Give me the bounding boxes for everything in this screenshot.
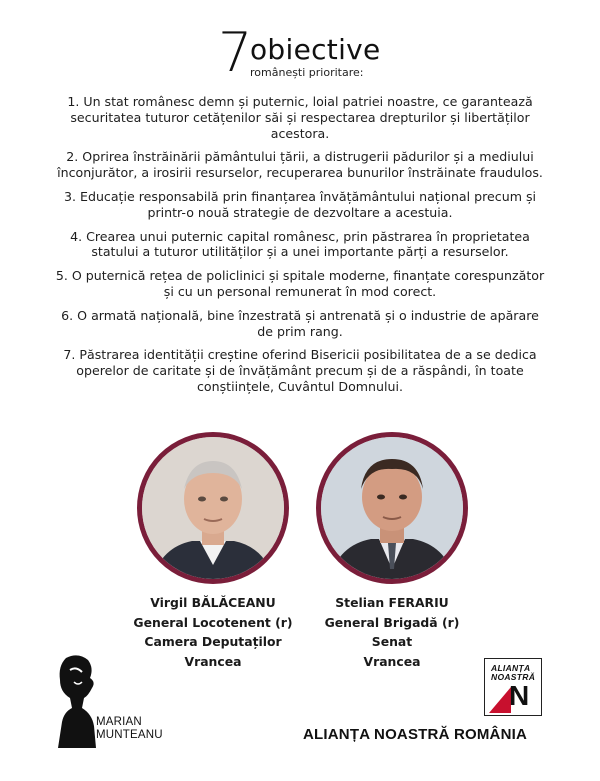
party-logo [484, 658, 542, 716]
objectives-list [52, 94, 548, 403]
candidate-county: Vrancea [363, 653, 421, 669]
objective-item: 6. O armată națională, bine înzestrată și antrenată și o industrie de apărare de prim rang. [61, 307, 539, 339]
party-name: ALIANȚA NOASTRĂ ROMÂNIA [303, 726, 528, 743]
person-first-name: MARIAN [96, 716, 142, 728]
party-logo-line2: NOASTRĂ [491, 672, 536, 682]
title-subtitle: românești prioritare: [250, 66, 364, 79]
candidate-info-2 [307, 593, 477, 671]
candidate-name: Stelian FERARIU [335, 595, 449, 610]
candidate-photo-1 [137, 432, 289, 584]
party-logo-line1: ALIANȚA [491, 663, 531, 673]
objective-item: 3. Educație responsabilă prin finanțarea învățământului național precum și printr-o nouă strategie de dezvoltare a acestuia. [63, 188, 537, 220]
candidate-chamber: Senat [371, 634, 413, 649]
objective-item: 5. O puternică rețea de policlinici și spitale moderne, finanțate corespunzător și cu un personal remunerat în mod corect. [55, 268, 545, 299]
portrait-placeholder-icon [142, 437, 284, 579]
candidate-rank: General Locotenent (r) [133, 614, 293, 630]
title-word: obiective [250, 33, 381, 66]
candidate-rank: General Brigadă (r) [324, 614, 460, 630]
title-number: 7 [218, 21, 253, 84]
candidate-county: Vrancea [184, 653, 242, 669]
objective-item: 4. Crearea unui puternic capital românesc, prin păstrarea în proprietatea statului a tuturor utilităților și a unei importante părți a resurselor. [70, 228, 530, 260]
candidate-name: Virgil BĂLĂCEANU [150, 595, 276, 610]
page-title [0, 21, 600, 86]
candidate-photo-2 [316, 432, 468, 584]
portrait-placeholder-icon [321, 437, 463, 579]
candidate-chamber: Camera Deputaților [144, 634, 282, 649]
person-last-name: MUNTEANU [96, 729, 163, 741]
objective-item: 1. Un stat românesc demn și puternic, loial patriei noastre, ce garantează securitatea tuturor cetățenilor săi și respectarea drepturilor și libertăților acestora. [67, 94, 533, 141]
objective-item: 7. Păstrarea identității creștine oferind Bisericii posibilitatea de a se dedica operelor de caritate și de învățământ precum și de a răspândi, în toate conștiințele, Cuvântul Domnului. [63, 347, 537, 394]
candidate-card-2 [307, 432, 477, 671]
party-logo-letter: N [509, 680, 530, 711]
candidate-card-1 [128, 432, 298, 671]
munteanu-name [96, 716, 163, 742]
objective-item: 2. Oprirea înstrăinării pământului țării, a distrugerii pădurilor și a mediului înconjurător, a irosirii resurselor, recuperarea bunurilor înstrăinate fraudulos. [57, 149, 543, 181]
